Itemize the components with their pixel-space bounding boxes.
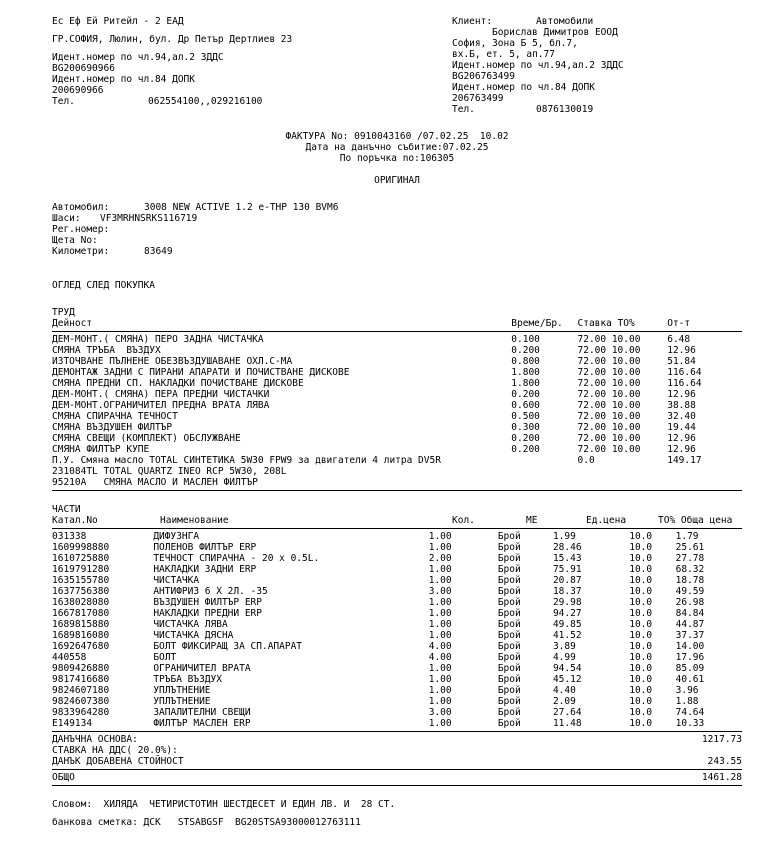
labour-time: 0.200 (511, 389, 540, 400)
part-name: БОЛТ (153, 652, 177, 663)
part-vat: 10.0 (629, 696, 653, 707)
table-row (52, 356, 742, 367)
table-row (52, 444, 742, 455)
labour-time: 0.200 (511, 345, 540, 356)
parts-header-me: МЕ (526, 515, 538, 526)
labour-rate: 72.00 10.00 (577, 433, 641, 444)
part-catalog-no: 1637756380 (52, 586, 110, 597)
part-name: НАКЛАДКИ ЗАДНИ ERP (153, 564, 257, 575)
labour-header-rate: Ставка ТО% (577, 318, 635, 329)
buyer-address-2: вх.Б, ет. 5, ап.77 (452, 49, 555, 60)
part-vat: 10.0 (629, 674, 653, 685)
part-qty: 1.00 (428, 564, 452, 575)
part-vat: 10.0 (629, 619, 653, 630)
invoice-number-line: ФАКТУРА No: 0910043160 /07.02.25 10.02 (285, 131, 509, 142)
labour-desc: СМЯНА ТРЪБА ВЪЗДУХ (52, 345, 161, 356)
invoice-order: По поръчка no:106305 (339, 153, 455, 164)
labour-heading: ТРУД (52, 307, 75, 318)
buyer-eik-number: 206763499 (452, 93, 504, 104)
grand-total-label: ОБЩО (52, 772, 75, 783)
parts-header-table (52, 515, 742, 526)
labour-time: 0.600 (511, 400, 540, 411)
labour-rate: 72.00 10.00 (577, 411, 641, 422)
part-total: 27.78 (675, 553, 705, 564)
part-catalog-no: 1667817080 (52, 608, 110, 619)
parts-bottom-divider (52, 731, 742, 732)
part-name: НАКЛАДКИ ПРЕДНИ ERP (153, 608, 262, 619)
labour-total: 12.96 (667, 345, 696, 356)
part-total: 44.87 (675, 619, 705, 630)
part-name: ОГРАНИЧИТЕЛ ВРАТА (153, 663, 251, 674)
labour-time: 1.800 (511, 367, 540, 378)
labour-note-line2: 231084TL TOTAL QUARTZ INEO RCP 5W30, 208L (52, 466, 287, 477)
table-row (52, 652, 742, 663)
seller-eik-label: Идент.номер по чл.84 ДОПК (52, 74, 195, 85)
table-row (52, 674, 742, 685)
part-qty: 1.00 (428, 663, 452, 674)
part-qty: 1.00 (428, 597, 452, 608)
labour-total: 51.84 (667, 356, 696, 367)
parts-header-vat: ТО% Обща цена (658, 515, 733, 526)
header-block (52, 16, 742, 115)
seller-address: ГР.СОФИЯ, Люлин, бул. Др Петър Дертлиев 23 (52, 34, 293, 45)
vehicle-car-value: 3008 NEW ACTIVE 1.2 e-THP 130 BVM6 (144, 202, 339, 213)
table-row (52, 619, 742, 630)
vehicle-reg-label: Рег.номер: (52, 224, 110, 235)
part-vat: 10.0 (629, 575, 653, 586)
part-name: БОЛТ ФИКСИРАЩ ЗА СП.АПАРАТ (153, 641, 303, 652)
labour-total: 12.96 (667, 389, 696, 400)
buyer-eik-label: Идент.номер по чл.84 ДОПК (452, 82, 595, 93)
grand-total-value: 1461.28 (701, 772, 742, 783)
seller-eik-number: 200690966 (52, 85, 104, 96)
part-unit-price: 18.37 (552, 586, 582, 597)
parts-header-unit: Ед.цена (586, 515, 627, 526)
part-qty: 1.00 (428, 718, 452, 729)
labour-header-total: От-т (667, 318, 691, 329)
labour-note-total: 149.17 (667, 455, 702, 466)
invoice-copy-type: ОРИГИНАЛ (374, 175, 420, 186)
part-qty: 1.00 (428, 630, 452, 641)
part-name: ФИЛТЪР МАСЛЕН ERP (153, 718, 251, 729)
table-row (52, 663, 742, 674)
part-vat: 10.0 (629, 586, 653, 597)
part-vat: 10.0 (629, 707, 653, 718)
part-unit-measure: Брой (497, 553, 521, 564)
part-total: 17.96 (675, 652, 705, 663)
labour-note-time: 0.0 (577, 455, 595, 466)
part-unit-measure: Брой (497, 663, 521, 674)
labour-table (52, 318, 742, 329)
vehicle-km-value: 83649 (144, 246, 173, 257)
labour-desc: СМЯНА ПРЕДНИ СП. НАКЛАДКИ ПОЧИСТВАНЕ ДИСКОВЕ (52, 378, 304, 389)
total-base-value: 1217.73 (701, 734, 742, 745)
labour-rate: 72.00 10.00 (577, 400, 641, 411)
total-vat-value: 243.55 (707, 756, 742, 767)
buyer-label: Клиент: (452, 16, 493, 27)
labour-rate: 72.00 10.00 (577, 334, 641, 345)
part-unit-measure: Брой (497, 619, 521, 630)
part-unit-measure: Брой (497, 630, 521, 641)
labour-desc: СМЯНА ФИЛТЪР КУПЕ (52, 444, 150, 455)
labour-bottom-divider (52, 490, 742, 491)
part-name: ДИФУЗНГА (153, 531, 200, 542)
labour-note-row (52, 455, 742, 466)
buyer-vat-label: Идент.номер по чл.94,ал.2 ЗДДС (452, 60, 624, 71)
labour-rate: 72.00 10.00 (577, 367, 641, 378)
part-qty: 3.00 (428, 707, 452, 718)
labour-note-row-3 (52, 477, 742, 488)
vehicle-block (52, 202, 742, 257)
part-vat: 10.0 (629, 641, 653, 652)
labour-desc: ДЕМ-МОНТ.ОГРАНИЧИТЕЛ ПРЕДНА ВРАТА ЛЯВА (52, 400, 270, 411)
parts-header-divider (52, 528, 742, 529)
part-total: 25.61 (675, 542, 705, 553)
table-row (52, 531, 742, 542)
part-unit-price: 15.43 (552, 553, 582, 564)
table-row (52, 718, 742, 729)
labour-header-desc: Дейност (52, 318, 93, 329)
labour-desc: СМЯНА СВЕЩИ (КОМПЛЕКТ) ОБСЛУЖВАНЕ (52, 433, 241, 444)
part-vat: 10.0 (629, 630, 653, 641)
part-name: ВЪЗДУШЕН ФИЛТЪР ERP (153, 597, 262, 608)
part-catalog-no: E149134 (52, 718, 93, 729)
labour-desc: ДЕМ-МОНТ.( СМЯНА) ПЕРА ПРЕДНИ ЧИСТАЧКИ (52, 389, 270, 400)
total-base-label: ДАНЪЧНА ОСНОВА: (52, 734, 138, 745)
part-total: 49.59 (675, 586, 705, 597)
part-unit-measure: Брой (497, 608, 521, 619)
part-vat: 10.0 (629, 663, 653, 674)
part-unit-measure: Брой (497, 674, 521, 685)
part-qty: 1.00 (428, 685, 452, 696)
part-total: 1.88 (675, 696, 699, 707)
labour-total: 12.96 (667, 444, 696, 455)
part-unit-price: 4.99 (552, 652, 576, 663)
buyer-name-2: Борислав Димитров ЕООД (492, 27, 618, 38)
labour-note-table (52, 455, 742, 488)
part-qty: 1.00 (428, 542, 452, 553)
part-unit-measure: Брой (497, 575, 521, 586)
vehicle-vin-value: VF3MRHNSRKS116719 (100, 213, 198, 224)
table-row (52, 400, 742, 411)
part-unit-price: 2.09 (552, 696, 576, 707)
bank-account: банкова сметка: ДСК STSABGSF BG20STSA93000012763111 (52, 817, 361, 828)
parts-header-qty: Кол. (452, 515, 475, 526)
labour-desc: ДЕМ-МОНТ.( СМЯНА) ПЕРО ЗАДНА ЧИСТАЧКА (52, 334, 264, 345)
part-unit-measure: Брой (497, 564, 521, 575)
part-unit-price: 49.85 (552, 619, 582, 630)
part-catalog-no: 1619791280 (52, 564, 110, 575)
labour-rate: 72.00 10.00 (577, 389, 641, 400)
labour-total: 6.48 (667, 334, 691, 345)
part-total: 18.78 (675, 575, 705, 586)
part-unit-price: 11.48 (552, 718, 582, 729)
part-vat: 10.0 (629, 553, 653, 564)
totals-divider (52, 769, 742, 770)
part-total: 68.32 (675, 564, 705, 575)
part-catalog-no: 9824607180 (52, 685, 110, 696)
total-vat-row (52, 756, 742, 767)
labour-rate: 72.00 10.00 (577, 356, 641, 367)
part-qty: 1.00 (428, 575, 452, 586)
part-name: УПЛЪТНЕНИЕ (153, 696, 211, 707)
part-total: 3.96 (675, 685, 699, 696)
table-row (52, 389, 742, 400)
part-name: ЗАПАЛИТЕЛНИ СВЕЩИ (153, 707, 251, 718)
table-row (52, 630, 742, 641)
part-catalog-no: 1610725880 (52, 553, 110, 564)
part-unit-measure: Брой (497, 597, 521, 608)
table-row (52, 575, 742, 586)
grand-total-divider (52, 785, 742, 786)
seller-vat-label: Идент.номер по чл.94,ал.2 ЗДДС (52, 52, 224, 63)
labour-header-divider (52, 331, 742, 332)
part-total: 1.79 (675, 531, 699, 542)
labour-desc: СМЯНА СПИРАЧНА ТЕЧНОСТ (52, 411, 178, 422)
part-unit-measure: Брой (497, 718, 521, 729)
labour-header-row (52, 318, 742, 329)
table-row (52, 608, 742, 619)
invoice-tax-event: Дата на данъчно събитие:07.02.25 (305, 142, 489, 153)
part-unit-price: 94.54 (552, 663, 582, 674)
part-unit-price: 27.64 (552, 707, 582, 718)
part-qty: 1.00 (428, 608, 452, 619)
labour-rows (52, 334, 742, 455)
buyer-phone-label: Тел. (452, 104, 475, 115)
part-catalog-no: 1689816080 (52, 630, 110, 641)
labour-header-time: Време/Бр. (511, 318, 563, 329)
table-row (52, 345, 742, 356)
part-catalog-no: 440558 (52, 652, 87, 663)
buyer-name: Автомобили (536, 16, 594, 27)
table-row (52, 433, 742, 444)
part-qty: 4.00 (428, 641, 452, 652)
part-vat: 10.0 (629, 564, 653, 575)
parts-header-row (52, 515, 742, 526)
part-unit-price: 41.52 (552, 630, 582, 641)
part-unit-measure: Брой (497, 542, 521, 553)
part-unit-measure: Брой (497, 652, 521, 663)
table-row (52, 564, 742, 575)
vehicle-vin-label: Шаси: (52, 213, 81, 224)
part-qty: 1.00 (428, 619, 452, 630)
table-row (52, 707, 742, 718)
part-catalog-no: 9817416680 (52, 674, 110, 685)
part-catalog-no: 9824607380 (52, 696, 110, 707)
part-catalog-no: 1635155780 (52, 575, 110, 586)
table-row (52, 597, 742, 608)
labour-time: 0.100 (511, 334, 540, 345)
seller-phone-value: 062554100,,029216100 (148, 96, 263, 107)
table-row (52, 553, 742, 564)
part-vat: 10.0 (629, 608, 653, 619)
labour-time: 0.200 (511, 433, 540, 444)
vehicle-car-label: Автомобил: (52, 202, 110, 213)
part-qty: 1.00 (428, 674, 452, 685)
part-qty: 1.00 (428, 531, 452, 542)
part-total: 14.00 (675, 641, 705, 652)
labour-total: 116.64 (667, 367, 702, 378)
part-catalog-no: 9833964280 (52, 707, 110, 718)
parts-header-cat: Катал.No (52, 515, 98, 526)
part-unit-price: 4.40 (552, 685, 576, 696)
part-unit-price: 3.89 (552, 641, 576, 652)
labour-total: 19.44 (667, 422, 696, 433)
part-name: ТРЪБА ВЪЗДУХ (153, 674, 222, 685)
labour-total: 32.40 (667, 411, 696, 422)
parts-header-name: Наименование (160, 515, 229, 526)
table-row (52, 542, 742, 553)
vehicle-claim-label: Щета No: (52, 235, 98, 246)
labour-time: 0.300 (511, 422, 540, 433)
labour-time: 0.500 (511, 411, 540, 422)
seller-name: Ес Еф Ей Ритейл - 2 ЕАД (52, 16, 184, 27)
part-vat: 10.0 (629, 685, 653, 696)
grand-total-row (52, 772, 742, 783)
part-total: 37.37 (675, 630, 705, 641)
part-name: ЧИСТАЧКА (153, 575, 200, 586)
invoice-body (52, 16, 742, 828)
part-catalog-no: 031338 (52, 531, 87, 542)
table-row (52, 378, 742, 389)
part-catalog-no: 1689815880 (52, 619, 110, 630)
part-total: 40.61 (675, 674, 705, 685)
inspection-heading: ОГЛЕД СЛЕД ПОКУПКА (52, 280, 155, 291)
part-name: АНТИФРИЗ 6 Х 2Л. -35 (153, 586, 268, 597)
labour-time: 1.800 (511, 378, 540, 389)
part-catalog-no: 1638028080 (52, 597, 110, 608)
part-name: ЧИСТАЧКА ДЯСНА (153, 630, 234, 641)
part-unit-measure: Брой (497, 641, 521, 652)
part-unit-measure: Брой (497, 586, 521, 597)
total-base-row (52, 734, 742, 745)
part-unit-price: 94.27 (552, 608, 582, 619)
table-row (52, 685, 742, 696)
seller-phone-label: Тел. (52, 96, 75, 107)
labour-rate: 72.00 10.00 (577, 422, 641, 433)
part-unit-price: 45.12 (552, 674, 582, 685)
part-qty: 4.00 (428, 652, 452, 663)
totals-block (52, 734, 742, 767)
parts-heading: ЧАСТИ (52, 504, 81, 515)
labour-total: 12.96 (667, 433, 696, 444)
buyer-address-1: София, Зона Б 5, бл.7, (452, 38, 578, 49)
labour-rate: 72.00 10.00 (577, 444, 641, 455)
seller-vat-number: BG200690966 (52, 63, 115, 74)
part-unit-price: 1.99 (552, 531, 576, 542)
labour-desc: ИЗТОЧВАНЕ ПЪЛНЕНЕ ОБЕЗВЪЗДУШАВАНЕ ОХЛ.С-МА (52, 356, 293, 367)
part-qty: 2.00 (428, 553, 452, 564)
part-catalog-no: 9809426880 (52, 663, 110, 674)
part-unit-measure: Брой (497, 696, 521, 707)
buyer-block (452, 16, 742, 115)
part-vat: 10.0 (629, 718, 653, 729)
total-rate-row (52, 745, 742, 756)
part-name: ТЕЧНОСТ СПИРАЧНА - 20 x 0.5L. (153, 553, 320, 564)
buyer-vat-number: BG206763499 (452, 71, 515, 82)
part-name: ПОЛЕНОВ ФИЛТЪР ERP (153, 542, 257, 553)
part-unit-measure: Брой (497, 685, 521, 696)
part-unit-price: 20.87 (552, 575, 582, 586)
part-qty: 1.00 (428, 696, 452, 707)
labour-total: 116.64 (667, 378, 702, 389)
part-catalog-no: 1692647680 (52, 641, 110, 652)
amount-in-words: Словом: ХИЛЯДА ЧЕТИРИСТОТИН ШЕСТДЕСЕТ И ЕДИН ЛВ. И 28 СТ. (52, 799, 396, 810)
labour-desc: ДЕМОНТАЖ ЗАДНИ С ПИРАНИ АПАРАТИ И ПОЧИСТВАНЕ ДИСКОВЕ (52, 367, 350, 378)
table-row (52, 696, 742, 707)
table-row (52, 334, 742, 345)
total-rate-label: СТАВКА НА ДДС( 20.0%): (52, 745, 178, 756)
seller-block (52, 16, 452, 115)
part-vat: 10.0 (629, 542, 653, 553)
part-name: УПЛЪТНЕНИЕ (153, 685, 211, 696)
part-vat: 10.0 (629, 531, 653, 542)
buyer-phone-value: 0876130019 (536, 104, 594, 115)
parts-rows (52, 531, 742, 729)
part-total: 85.09 (675, 663, 705, 674)
labour-rate: 72.00 10.00 (577, 378, 641, 389)
labour-total: 38.88 (667, 400, 696, 411)
labour-desc: СМЯНА ВЪЗДУШЕН ФИЛТЪР (52, 422, 173, 433)
labour-time: 0.200 (511, 444, 540, 455)
part-qty: 3.00 (428, 586, 452, 597)
total-vat-label: ДАНЪК ДОБАВЕНА СТОЙНОСТ (52, 756, 184, 767)
part-total: 74.64 (675, 707, 705, 718)
part-total: 26.98 (675, 597, 705, 608)
part-unit-price: 28.46 (552, 542, 582, 553)
part-vat: 10.0 (629, 652, 653, 663)
vehicle-km-label: Километри: (52, 246, 110, 257)
part-vat: 10.0 (629, 597, 653, 608)
table-row (52, 641, 742, 652)
table-row (52, 422, 742, 433)
part-total: 10.33 (675, 718, 705, 729)
labour-rate: 72.00 10.00 (577, 345, 641, 356)
table-row (52, 586, 742, 597)
labour-note-row-2 (52, 466, 742, 477)
part-total: 84.84 (675, 608, 705, 619)
table-row (52, 411, 742, 422)
part-catalog-no: 1609998880 (52, 542, 110, 553)
labour-time: 0.800 (511, 356, 540, 367)
table-row (52, 367, 742, 378)
part-unit-price: 29.98 (552, 597, 582, 608)
invoice-title-block (52, 131, 742, 186)
part-unit-price: 75.91 (552, 564, 582, 575)
labour-note-line1: П.У. Смяна масло TOTAL СИНТЕТИКА 5W30 FPW9 за двигатели 4 литра DV5R (52, 455, 441, 466)
labour-note-line3: 95210A СМЯНА МАСЛО И МАСЛЕН ФИЛТЪР (52, 477, 258, 488)
part-name: ЧИСТАЧКА ЛЯВА (153, 619, 228, 630)
part-unit-measure: Брой (497, 707, 521, 718)
part-unit-measure: Брой (497, 531, 521, 542)
